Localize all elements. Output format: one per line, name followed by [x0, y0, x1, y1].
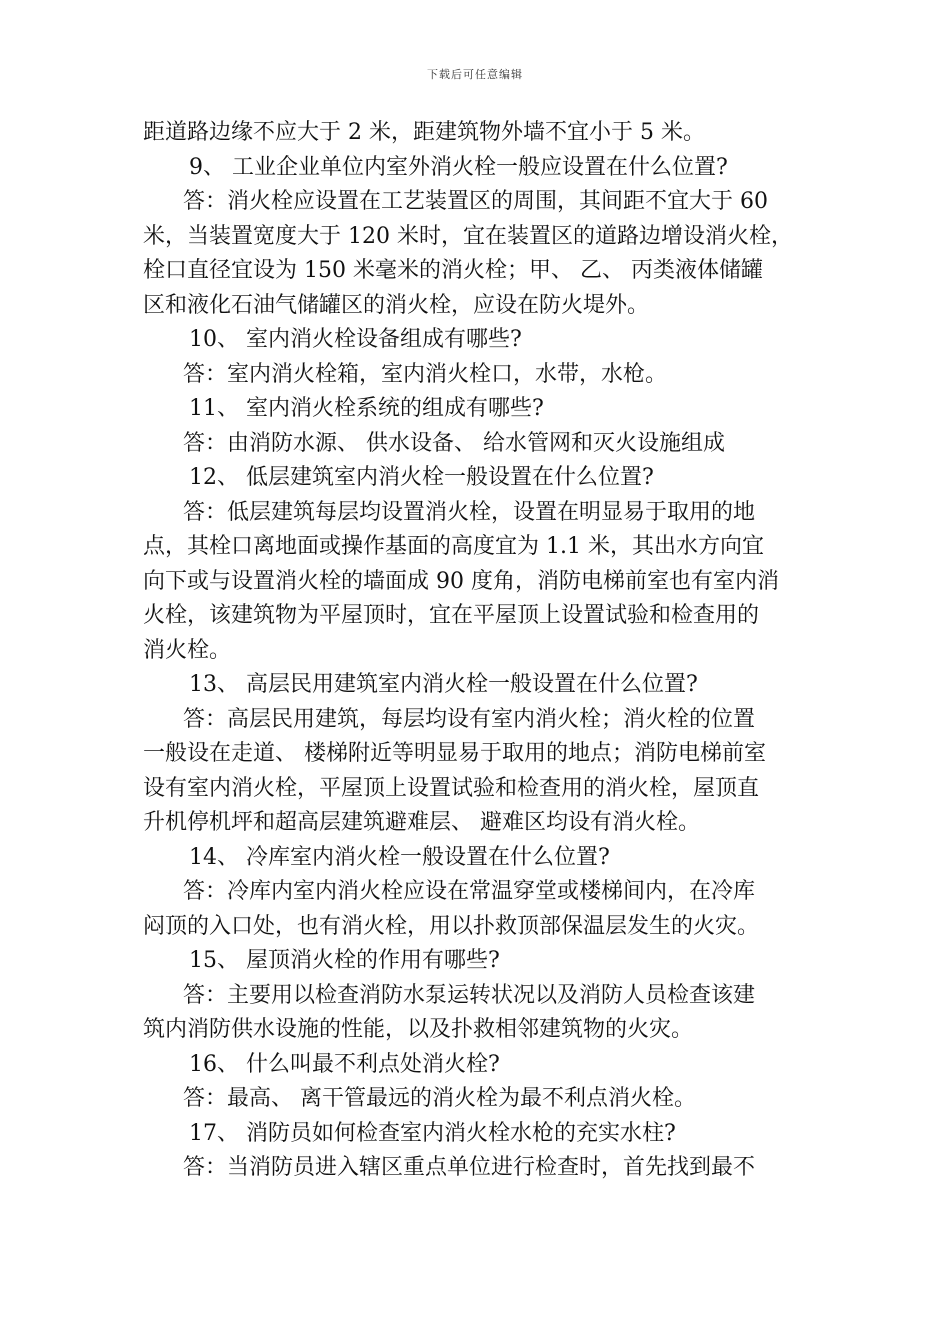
answer-line: 答：当消防员进入辖区重点单位进行检查时，首先找到最不 [183, 1155, 756, 1180]
answer-continuation-line: 栓口直径宜设为 150 米毫米的消火栓；甲、 乙、 丙类液体储罐 [143, 258, 763, 283]
answer-line: 答：冷库内室内消火栓应设在常温穿堂或楼梯间内，在冷库 [183, 879, 756, 904]
answer-line: 答：高层民用建筑，每层均设有室内消火栓；消火栓的位置 [183, 706, 756, 732]
continuation-line: 距道路边缘不应大于 2 米，距建筑物外墙不宜小于 5 米。 [143, 120, 705, 145]
question-line: 13、 高层民用建筑室内消火栓一般设置在什么位置? [189, 672, 698, 697]
answer-continuation-line: 点，其栓口离地面或操作基面的高度宜为 1.1 米，其出水方向宜 [143, 534, 764, 559]
question-line: 9、 工业企业单位内室外消火栓一般应设置在什么位置? [189, 154, 728, 180]
question-line: 17、 消防员如何检查室内消火栓水枪的充实水柱? [189, 1120, 676, 1146]
answer-line: 答：低层建筑每层均设置消火栓，设置在明显易于取用的地 [183, 499, 756, 525]
answer-continuation-line: 米，当装置宽度大于 120 米时，宜在装置区的道路边增设消火栓， [143, 223, 793, 249]
answer-continuation-line: 消火栓。 [143, 637, 232, 663]
answer-continuation-line: 向下或与设置消火栓的墙面成 90 度角，消防电梯前室也有室内消 [143, 568, 779, 594]
question-line: 12、 低层建筑室内消火栓一般设置在什么位置? [189, 465, 654, 490]
question-line: 11、 室内消火栓系统的组成有哪些? [189, 396, 544, 421]
answer-line: 答：主要用以检查消防水泵运转状况以及消防人员检查该建 [183, 982, 756, 1008]
answer-continuation-line: 筑内消防供水设施的性能，以及扑救相邻建筑物的火灾。 [143, 1017, 694, 1042]
answer-continuation-line: 一般设在走道、 楼梯附近等明显易于取用的地点；消防电梯前室 [143, 741, 766, 766]
answer-line: 答：由消防水源、 供水设备、 给水管网和灭火设施组成 [183, 430, 725, 456]
answer-continuation-line: 区和液化石油气储罐区的消火栓，应设在防火堤外。 [143, 292, 650, 318]
question-line: 10、 室内消火栓设备组成有哪些? [189, 327, 522, 352]
question-line: 16、 什么叫最不利点处消火栓? [189, 1051, 500, 1077]
question-line: 14、 冷库室内消火栓一般设置在什么位置? [189, 844, 610, 870]
question-line: 15、 屋顶消火栓的作用有哪些? [189, 948, 500, 973]
document-body [143, 116, 811, 1186]
answer-continuation-line: 设有室内消火栓，平屋顶上设置试验和检查用的消火栓，屋顶直 [143, 775, 760, 801]
page-header: 下载后可任意编辑 [427, 68, 523, 81]
answer-continuation-line: 升机停机坪和超高层建筑避难层、 避难区均设有消火栓。 [143, 810, 700, 835]
answer-line: 答：室内消火栓箱，室内消火栓口，水带，水枪。 [183, 361, 668, 387]
answer-line: 答：最高、 离干管最远的消火栓为最不利点消火栓。 [183, 1086, 696, 1111]
answer-continuation-line: 闷顶的入口处，也有消火栓，用以扑救顶部保温层发生的火灾。 [143, 913, 760, 939]
answer-continuation-line: 火栓，该建筑物为平屋顶时，宜在平屋顶上设置试验和检查用的 [143, 603, 760, 628]
answer-line: 答：消火栓应设置在工艺装置区的周围，其间距不宜大于 60 [183, 189, 768, 214]
